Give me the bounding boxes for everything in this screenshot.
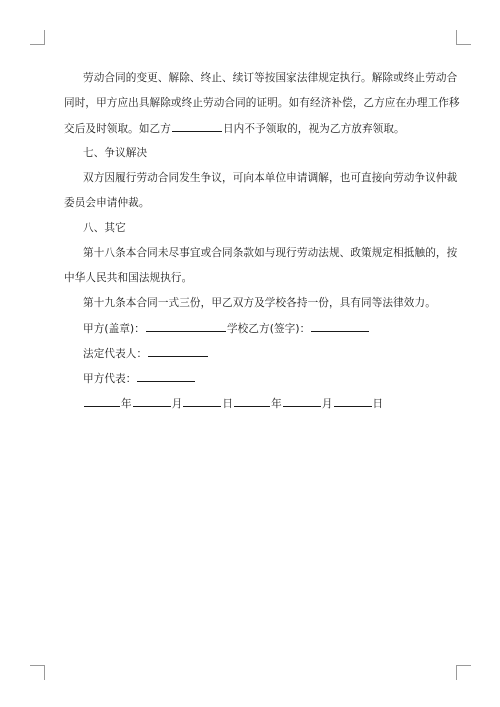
paragraph-line bbox=[64, 121, 405, 136]
paragraph-line: 劳动合同的变更、解除、终止、续订等按国家法律规定执行。解除或终止劳动合 bbox=[83, 72, 458, 84]
legal-rep-label: 法定代表人： bbox=[83, 348, 148, 360]
paragraph-line: 第十九条本合同一式三份，甲乙双方及学校各持一份，具有同等法律效力。 bbox=[83, 297, 436, 309]
paragraph-line: 双方因履行劳动合同发生争议，可向本单位申请调解，也可直接向劳动争议仲裁 bbox=[83, 172, 458, 184]
month-label: 月 bbox=[321, 398, 333, 410]
text-span: 交后及时领取。如乙方 bbox=[64, 123, 171, 135]
year-field-a[interactable] bbox=[84, 396, 120, 407]
legal-rep-field[interactable] bbox=[148, 346, 208, 357]
month-label: 月 bbox=[171, 398, 183, 410]
day-field-a[interactable] bbox=[183, 396, 221, 407]
school-party-b-sign-label: 学校乙方(签字)： bbox=[226, 323, 311, 335]
year-label: 年 bbox=[271, 398, 282, 410]
page-corner-mark-bottom-right bbox=[456, 665, 471, 680]
month-field-a[interactable] bbox=[133, 396, 171, 407]
paragraph-line: 同时，甲方应出具解除或终止劳动合同的证明。如有经济补偿，乙方应在办理工作移 bbox=[64, 97, 460, 109]
day-label: 日 bbox=[222, 398, 234, 410]
party-a-rep-field[interactable] bbox=[137, 371, 195, 382]
paragraph-line: 第十八条本合同未尽事宜或合同条款如与现行劳动法规、政策规定相抵触的，按 bbox=[83, 247, 458, 259]
paragraph-line: 中华人民共和国法规执行。 bbox=[64, 272, 193, 284]
signature-line bbox=[83, 321, 370, 336]
page-corner-mark-top-right bbox=[456, 30, 471, 45]
paragraph-line: 委员会申请仲裁。 bbox=[64, 197, 150, 209]
section-heading: 七、争议解决 bbox=[83, 147, 148, 159]
month-field-b[interactable] bbox=[283, 396, 321, 407]
page-corner-mark-bottom-left bbox=[30, 665, 45, 680]
page-corner-mark-top-left bbox=[30, 30, 45, 45]
party-a-seal-label: 甲方(盖章)： bbox=[83, 323, 145, 335]
text-span: 日内不予领取的，视为乙方放弃领取。 bbox=[222, 123, 405, 135]
day-label: 日 bbox=[372, 398, 384, 410]
signature-line bbox=[83, 346, 209, 361]
days-blank-field[interactable] bbox=[172, 121, 222, 132]
party-b-sign-field[interactable] bbox=[311, 321, 369, 332]
party-a-seal-field[interactable] bbox=[146, 321, 226, 332]
party-a-rep-label: 甲方代表： bbox=[83, 373, 137, 385]
section-heading: 八、其它 bbox=[83, 222, 126, 234]
date-row bbox=[83, 396, 383, 411]
year-field-b[interactable] bbox=[234, 396, 270, 407]
signature-line bbox=[83, 371, 196, 386]
year-label: 年 bbox=[121, 398, 132, 410]
day-field-b[interactable] bbox=[334, 396, 372, 407]
